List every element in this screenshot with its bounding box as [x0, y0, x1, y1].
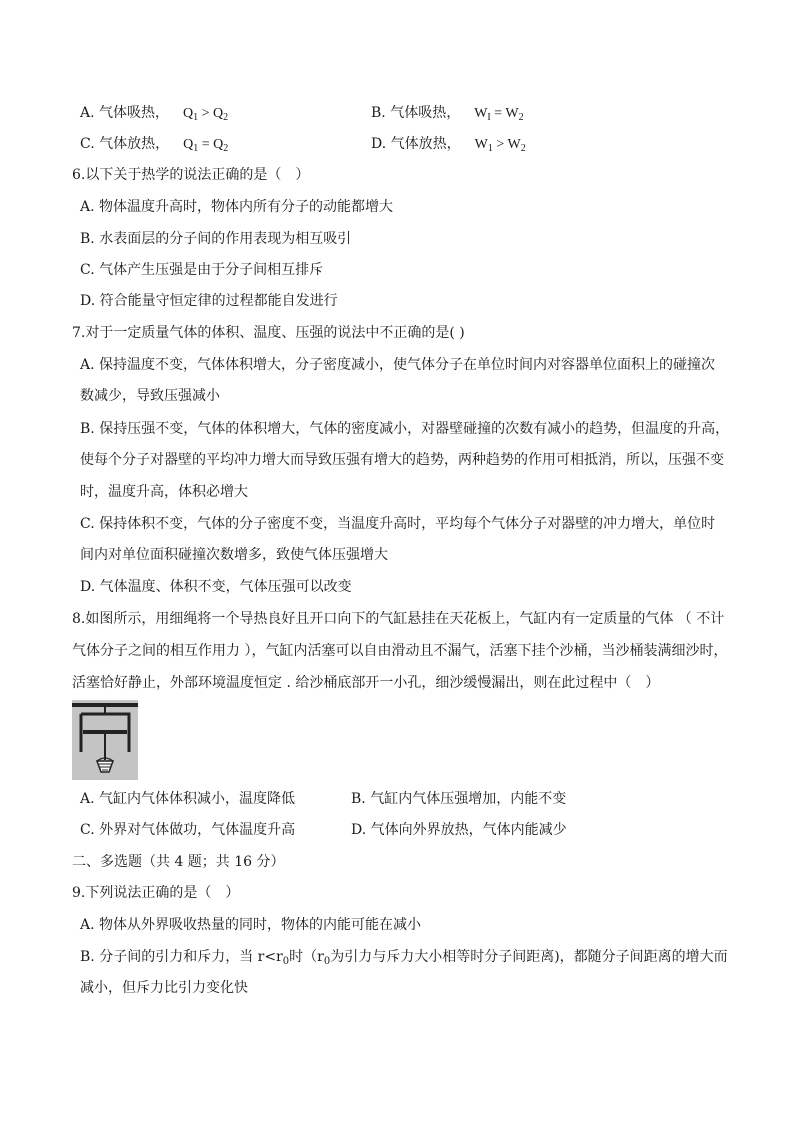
q8-option-d: D. 气体向外界放热，气体内能减少 [351, 822, 567, 838]
q5-option-b [371, 103, 524, 124]
piston-rod [104, 734, 106, 760]
option-math: $W_1 > W_2$ [474, 137, 526, 154]
q5-option-a [80, 103, 228, 124]
q6-option-d: D. 符合能量守恒定律的过程都能自发进行 [80, 293, 338, 309]
q5-option-d [371, 134, 526, 155]
option-math: $Q_1 = Q_2$ [183, 137, 229, 154]
q7-option-b-line3: 时，温度升高，体积必增大 [80, 484, 248, 500]
q7-option-c-line2: 间内对单位面积碰撞次数增多，致使气体压强增大 [80, 547, 388, 563]
ceiling [72, 703, 138, 707]
q8-option-a: A. 气缸内气体体积减小，温度降低 [80, 791, 296, 807]
q6-option-c: C. 气体产生压强是由于分子间相互排斥 [80, 262, 324, 278]
q7-option-a-line2: 数减少，导致压强减小 [80, 388, 220, 404]
q7-option-b-line2: 使每个分子对器壁的平均冲力增大而导致压强有增大的趋势，两种趋势的作用可相抵消，所以，压强不变 [80, 452, 724, 468]
cylinder-piston-figure [72, 700, 138, 780]
option-math: $W_I = W_2$ [474, 106, 524, 123]
q9-option-b-line1: B. 分子间的引力和斥力，当 $r<r_0$时（$r_0$为引力与斥力大小相等时分子间距离)，都随分子间距离的增大而 [80, 949, 728, 967]
option-math: $Q_1 > Q_2$ [183, 106, 229, 123]
q9-option-a: A. 物体从外界吸收热量的同时，物体的内能可能在减小 [80, 917, 422, 933]
piston [83, 730, 127, 734]
q5-option-c [80, 134, 228, 155]
q6-option-b: B. 水表面层的分子间的作用表现为相互吸引 [80, 231, 352, 247]
option-label: B. 气体吸热， [371, 105, 461, 121]
q9-stem: 9.下列说法正确的是（ ） [72, 885, 240, 901]
q8-option-c: C. 外界对气体做功，气体温度升高 [80, 822, 296, 838]
section-title: 二、多选题（共 4 题；共 16 分） [72, 854, 285, 870]
q7-option-b-line1: B. 保持压强不变，气体的体积增大，气体的密度减小，对器壁碰撞的次数有减小的趋势，但温度的升高， [80, 421, 730, 437]
q8-option-b: B. 气缸内气体压强增加，内能不变 [351, 791, 567, 807]
option-label: A. 气体吸热， [80, 105, 170, 121]
q7-option-a-line1: A. 保持温度不变，气体体积增大，分子密度减小，使气体分子在单位时间内对容器单位面积上的碰撞次 [80, 357, 716, 373]
q7-stem: 7.对于一定质量气体的体积、温度、压强的说法中不正确的是( ) [72, 325, 465, 341]
q8-stem-line3: 活塞恰好静止，外部环境温度恒定 . 给沙桶底部开一小孔，细沙缓慢漏出，则在此过程中（ ） [72, 675, 660, 691]
q9-option-b-line2: 减小，但斥力比引力变化快 [80, 980, 248, 996]
q8-stem-line2: 气体分子之间的相互作用力 ），气缸内活塞可以自由滑动且不漏气，活塞下挂个沙桶，当沙桶装满细沙时， [72, 643, 728, 659]
option-label: D. 气体放热， [371, 136, 461, 152]
q7-option-d: D. 气体温度、体积不变，气体压强可以改变 [80, 579, 352, 595]
option-label: C. 气体放热， [80, 136, 170, 152]
q8-stem-line1: 8.如图所示，用细绳将一个导热良好且开口向下的气缸悬挂在天花板上，气缸内有一定质量的气体 （ 不计 [72, 611, 725, 627]
q6-stem: 6.以下关于热学的说法正确的是（ ） [72, 167, 310, 183]
q6-option-a: A. 物体温度升高时，物体内所有分子的动能都增大 [80, 199, 394, 215]
q7-option-c-line1: C. 保持体积不变，气体的分子密度不变，当温度升高时，平均每个气体分子对器壁的冲力增大，单位时 [80, 516, 716, 532]
